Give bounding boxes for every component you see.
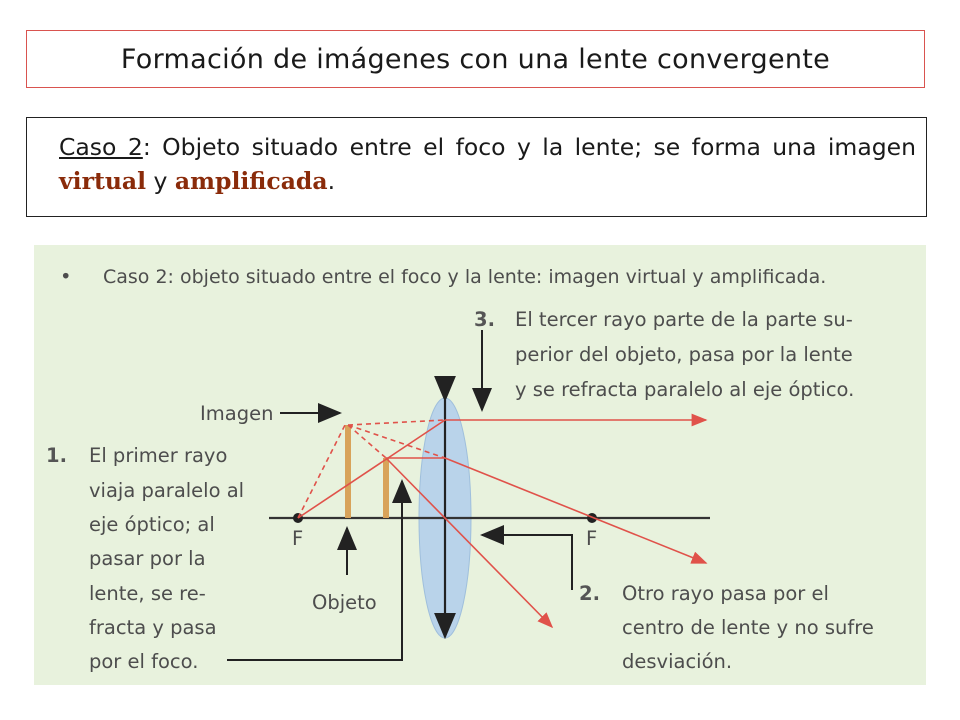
pointer-2 [482,535,572,590]
case-label: Caso 2 [59,133,143,161]
case-description [26,117,927,217]
lens-diagram [34,245,926,685]
page-title: Formación de imágenes con una lente convergente [120,43,831,75]
note-1-line-5: lente, se re- [89,582,206,605]
amplificada-term: amplificada [174,167,328,195]
label-imagen: Imagen [200,402,274,425]
virtual-extension-1 [298,425,345,518]
note-2-line-2: centro de lente y no sufre [622,616,874,639]
note-3-line-1: El tercer rayo parte de la parte su- [515,308,853,331]
note-1-number: 1. [46,444,67,467]
note-1-line-3: eje óptico; al [89,513,215,536]
bullet-marker: • [60,265,72,288]
virtual-term: virtual [59,167,147,195]
note-1-line-2: viaja paralelo al [89,479,245,502]
note-1-line-7: por el foco. [89,650,199,673]
label-f-right: F [586,527,598,550]
note-2-number: 2. [579,582,600,605]
period: . [327,167,336,195]
virtual-extension-3 [348,425,386,458]
note-1-line-6: fracta y pasa [89,616,217,639]
label-f-left: F [292,527,304,550]
case-text: : Objeto situado entre el foco y la lente; se forma una imagen [142,133,916,161]
note-1-line-1: El primer rayo [89,444,228,467]
note-2-line-1: Otro rayo pasa por el [622,582,829,605]
note-3-number: 3. [474,308,495,331]
note-3-line-2: perior del objeto, pasa por la lente [515,343,853,366]
label-objeto: Objeto [312,591,377,614]
image-bar [345,425,351,518]
ray-1-refracted [445,458,706,563]
note-2-line-3: desviación. [622,650,733,673]
conjunction: y [146,167,175,195]
figure-heading: Caso 2: objeto situado entre el foco y la lente: imagen virtual y amplificada. [103,266,827,288]
object-bar [383,458,389,518]
note-3-line-3: y se refracta paralelo al eje óptico. [515,378,855,401]
title-box [26,30,925,88]
note-1-line-4: pasar por la [89,547,206,570]
